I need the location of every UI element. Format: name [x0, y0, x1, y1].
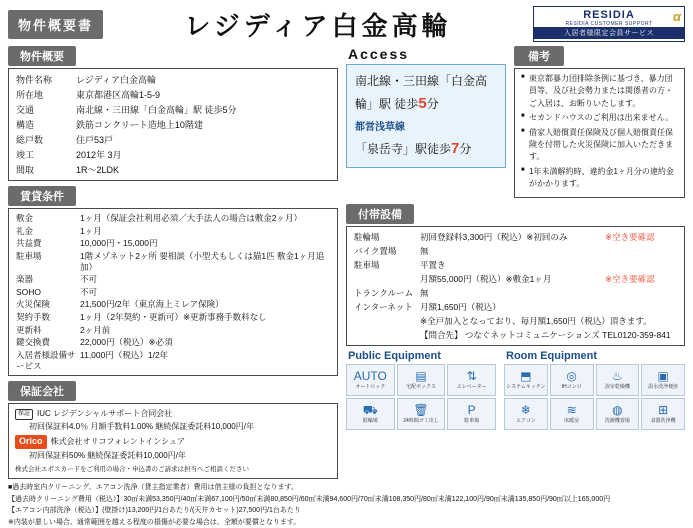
row-value: 月額1,650円（税込） — [420, 301, 501, 312]
page-title: レジディア白金高輪 — [184, 10, 452, 41]
row-value: 月額55,000円（税込）※敷金1ヶ月 — [420, 273, 552, 284]
row-value: 初回登録料3,300円（税込）※初回のみ — [420, 231, 568, 242]
ih-stove-icon — [550, 364, 594, 396]
row-label: 礼金 — [16, 225, 34, 236]
row-label: 総戸数 — [16, 135, 44, 145]
row-label: 鍵交換費 — [16, 337, 51, 348]
row-label: 共益費 — [16, 238, 42, 249]
room-equipment-title: Room Equipment — [506, 349, 598, 362]
row-label — [352, 328, 418, 342]
equipment-icons-row — [346, 350, 685, 430]
row-label: 火災保険 — [16, 299, 51, 310]
row-label: バイク置場 — [354, 245, 397, 256]
ih-stove-glyph: ◎ — [566, 368, 577, 383]
logo-band: 入居者様限定会員サービス — [534, 27, 684, 39]
remarks-box — [514, 68, 685, 198]
equipment-box — [346, 226, 685, 346]
access-sub-label: 都営浅草線 — [355, 121, 405, 133]
auto-lock-icon — [346, 364, 395, 396]
access-title: Access — [348, 46, 410, 62]
logo-subtitle: RESIDIA CUSTOMER SUPPORT — [565, 21, 653, 27]
section-title-equipment: 付帯設備 — [346, 204, 414, 224]
icon-caption: IHコンロ — [561, 383, 582, 390]
row-value: 2012年 3月 — [76, 150, 122, 160]
row-label: SOHO — [16, 286, 42, 297]
row-value: 東京都港区高輪1-5-9 — [76, 90, 161, 100]
table-row — [352, 286, 679, 300]
section-title-guarantee: 保証会社 — [8, 381, 76, 401]
public-equipment-block — [346, 350, 496, 430]
table-row — [14, 237, 332, 250]
list-item: ■ セカンドハウスのご利用は出来ません。 — [521, 112, 678, 124]
row-label: 契約手数 — [16, 312, 51, 322]
row-value: 22,000円（税込）※必須 — [80, 337, 173, 348]
air-conditioner-glyph: ❄ — [520, 402, 531, 417]
bath-dryer-glyph: ♨ — [611, 368, 623, 383]
row-note: ※空き要確認 — [605, 273, 655, 284]
row-value: レジディア白金高輪 — [76, 75, 157, 85]
footer-notes — [8, 483, 685, 528]
row-label — [352, 314, 418, 328]
guarantee-box — [8, 403, 338, 479]
outline-table — [14, 72, 332, 177]
row-value: 【問合先】 つなぐネットコミュニケーションズ TEL0120-359-841 — [420, 329, 671, 340]
header-badge: 物件概要書 — [8, 10, 103, 39]
row-label: 所在地 — [16, 90, 44, 100]
section-title-terms: 賃貸条件 — [8, 186, 76, 206]
row-note — [603, 244, 679, 258]
table-row — [14, 336, 332, 349]
row-value: 10,000円・15,000円 — [80, 238, 158, 249]
delivery-box-glyph: ▤ — [415, 368, 427, 383]
access-line-1-unit: 分 — [426, 97, 439, 112]
elevator-glyph: ⇅ — [466, 368, 477, 383]
row-value: 1階メゾネット2ヶ所 要相談（小型犬もしくは猫1匹 敷金1ヶ月追加） — [80, 250, 325, 272]
system-kitchen-glyph: ⬒ — [520, 368, 532, 383]
table-row — [14, 147, 332, 162]
row-label: 楽器 — [16, 274, 34, 285]
row-label: 駐輪場 — [354, 231, 380, 242]
table-row — [14, 225, 332, 238]
guarantee-chip-icon: 保証 — [15, 409, 33, 420]
row-label: 間取 — [16, 165, 35, 175]
list-item: ■ 借家人賠償責任保険及び個人賠償責任保険を付帯した火災保険に加入いただきます。 — [521, 127, 678, 164]
air-conditioner-icon — [504, 398, 548, 430]
washer-icon — [596, 398, 640, 430]
access-line-2-text: 「泉岳寺」駅徒歩 — [355, 141, 452, 156]
terms-box — [8, 208, 338, 376]
washlet-icon — [641, 364, 685, 396]
access-line-2-minutes: 7 — [451, 139, 460, 157]
trash-room-glyph: 🗑 — [413, 402, 429, 417]
row-value: 不可 — [80, 286, 98, 297]
trash-room-icon — [397, 398, 446, 430]
page-header — [8, 6, 685, 42]
row-value: 不可 — [80, 274, 98, 285]
remarks-block — [514, 46, 685, 198]
row-value: 無 — [420, 287, 429, 298]
table-row — [14, 72, 332, 87]
table-row — [14, 87, 332, 102]
icon-caption: 宅配ボックス — [406, 383, 436, 390]
row-value: 21,500円/2年（東京海上ミレア保険） — [80, 299, 224, 310]
guarantee-company-2-detail: 初回保証料50% 継続保証委託料10,000円/年 — [29, 450, 186, 460]
row-label: 物件名称 — [16, 75, 53, 85]
equipment-table — [352, 230, 679, 342]
table-row — [14, 102, 332, 117]
elevator-icon — [447, 364, 496, 396]
access-line-1-text: 南北線・三田線「白金高輪」駅 徒歩 — [355, 74, 488, 112]
footer-line-3: 【エアコン内部洗浄（税込）】(壁掛け)13,200円/1台あたり/(天井カセット)27,500円/1台あたり — [8, 507, 301, 515]
guarantee-company-2-name: 株式会社オリコフォレントインシュア — [50, 436, 185, 446]
icon-caption: オートロック — [355, 383, 386, 390]
washlet-glyph: ▣ — [657, 368, 669, 383]
table-row — [352, 244, 679, 258]
row-label: 入居者様設備サービス — [16, 349, 76, 371]
row-note — [603, 300, 679, 314]
system-kitchen-icon — [504, 364, 548, 396]
row-value: ※全戸加入となっており、毎月額1,650円（税込）頂きます。 — [420, 315, 652, 326]
row-label: 駐車場 — [16, 250, 42, 261]
list-item: ■ 東京都暴力団排除条例に基づき、暴力団員等、及び社会勢力または関係者の方・ご入居は、お断りいたします。 — [521, 73, 678, 110]
table-row — [14, 162, 332, 177]
right-column — [346, 46, 685, 479]
table-row — [352, 300, 679, 314]
washer-glyph: ◍ — [612, 402, 623, 417]
delivery-box-icon — [397, 364, 446, 396]
orico-logo-icon: Orico — [15, 435, 47, 449]
access-line-1 — [355, 71, 497, 117]
row-value: 南北線・三田線「白金高輪」駅 徒歩5分 — [76, 105, 237, 115]
row-value: 1ヶ月 — [80, 225, 102, 236]
row-label: 構造 — [16, 120, 35, 130]
access-line-1-minutes: 5 — [418, 95, 427, 113]
public-equipment-title: Public Equipment — [348, 349, 441, 362]
row-value: 11,000円（税込）1/2年 — [80, 349, 169, 360]
public-equipment-grid — [346, 364, 496, 430]
icon-caption: 浴室乾燥機 — [604, 383, 630, 390]
row-value: 無 — [420, 245, 429, 256]
row-label: 竣工 — [16, 150, 35, 160]
floor-heating-icon — [550, 398, 594, 430]
table-row — [352, 272, 679, 286]
icon-caption: 洗濯機置場 — [604, 417, 630, 424]
guarantee-company-1-name: IUC レジデンシャルサポート合同会社 — [37, 409, 173, 419]
outline-box — [8, 68, 338, 181]
row-label: 敷金 — [16, 213, 34, 223]
row-label: 交通 — [16, 105, 35, 115]
guarantee-note: 株式会社エポスカードをご利用の場合・申込書のご請求は担当へご相談ください — [15, 465, 249, 473]
table-row — [352, 258, 679, 272]
bicycle-parking-icon — [346, 398, 395, 430]
table-row — [352, 230, 679, 244]
access-line-2-unit: 分 — [459, 141, 472, 156]
icon-caption: 温水洗浄便座 — [648, 383, 679, 390]
row-value: 1ヶ月（保証会社利用必須／大手法人の場合は敷金2ヶ月） — [80, 213, 302, 223]
row-value: 1R～2LDK — [76, 165, 120, 175]
parking-icon — [447, 398, 496, 430]
row-label: インターネット — [354, 301, 413, 312]
terms-table — [14, 212, 332, 372]
row-value: 平置き — [420, 259, 446, 270]
bath-dryer-icon — [596, 364, 640, 396]
remarks-list — [521, 73, 678, 191]
icon-caption: エレベーター — [456, 383, 487, 390]
row-label: トランクルーム — [354, 287, 414, 298]
guarantee-company-2 — [15, 435, 331, 449]
table-row — [14, 298, 332, 311]
table-row — [14, 311, 332, 324]
row-note: ※空き要確認 — [605, 231, 655, 242]
icon-caption: エアコン — [515, 417, 536, 424]
icon-caption: システムキッチン — [506, 383, 546, 390]
table-row — [14, 324, 332, 337]
row-value: 1ヶ月（2年契約・更新可）※更新事務手数料なし — [80, 312, 267, 322]
logo-brand: RESIDIA — [583, 9, 635, 21]
table-row — [14, 286, 332, 299]
table-row — [14, 117, 332, 132]
auto-lock-glyph: AUTO — [353, 368, 387, 383]
guarantee-company-1 — [15, 408, 331, 420]
alpha-mark-icon: α — [672, 9, 681, 24]
row-value: 2ヶ月前 — [80, 324, 111, 335]
row-value: 鉄筋コンクリート造地上10階建 — [76, 120, 203, 130]
section-title-remarks: 備考 — [514, 46, 564, 66]
access-box — [346, 64, 506, 168]
icon-caption: 駐輪場 — [362, 417, 378, 424]
residia-logo — [533, 6, 685, 42]
table-row — [14, 212, 332, 225]
row-label: 更新料 — [16, 324, 42, 335]
icon-caption: 駐車場 — [464, 417, 480, 424]
list-item: ■ 1年未満解約時、違約金1ヶ月分の違約金がかかります。 — [521, 166, 678, 191]
row-note — [603, 258, 679, 272]
dishwasher-glyph: ⊞ — [658, 402, 669, 417]
room-equipment-block — [504, 350, 685, 430]
guarantee-company-1-detail: 初回保証料4.0％ 月額手数料1.00% 継続保証委託料10,000円/年 — [29, 422, 254, 432]
icon-caption: 食器洗浄機 — [650, 417, 676, 424]
access-line-2 — [355, 136, 497, 162]
row-label: 駐車場 — [354, 259, 380, 270]
table-row — [352, 314, 679, 328]
left-column — [8, 46, 338, 479]
parking-glyph: P — [467, 402, 476, 417]
access-remarks-row — [346, 46, 685, 198]
bicycle-parking-glyph: ⛟ — [362, 402, 378, 417]
footer-line-1: ■過去時室内クリーニング、エアコン洗浄（貸主指定業者）費用は借主様の負担となります。 — [8, 484, 298, 492]
floor-heating-glyph: ≋ — [566, 402, 577, 417]
table-row — [14, 349, 332, 372]
icon-caption: 床暖房 — [564, 417, 580, 424]
row-value: 住戸53戸 — [76, 135, 114, 145]
section-title-outline: 物件概要 — [8, 46, 76, 66]
table-row — [14, 250, 332, 273]
row-note — [603, 286, 679, 300]
footer-line-4: ※内装が悪しい場合、通常範囲を越える程度の損傷が必要な場合は、全額が要償となります。 — [8, 518, 301, 526]
access-block — [346, 46, 506, 168]
dishwasher-icon — [641, 398, 685, 430]
footer-line-2: 【過去時クリーニング費用（税込）】30㎡未満53,350円/40㎡未満67,100円/50㎡未満80,850円/60㎡未満94,600円/70㎡未満108,350円/80㎡未満122,100円/90㎡未満135,850円/90㎡以上165,000円 — [8, 495, 611, 503]
table-row — [352, 328, 679, 342]
table-row — [14, 273, 332, 286]
icon-caption: 24時間ゴミ出し — [403, 417, 439, 424]
main-columns — [8, 46, 685, 479]
room-equipment-grid — [504, 364, 685, 430]
table-row — [14, 132, 332, 147]
row-label — [352, 272, 418, 286]
